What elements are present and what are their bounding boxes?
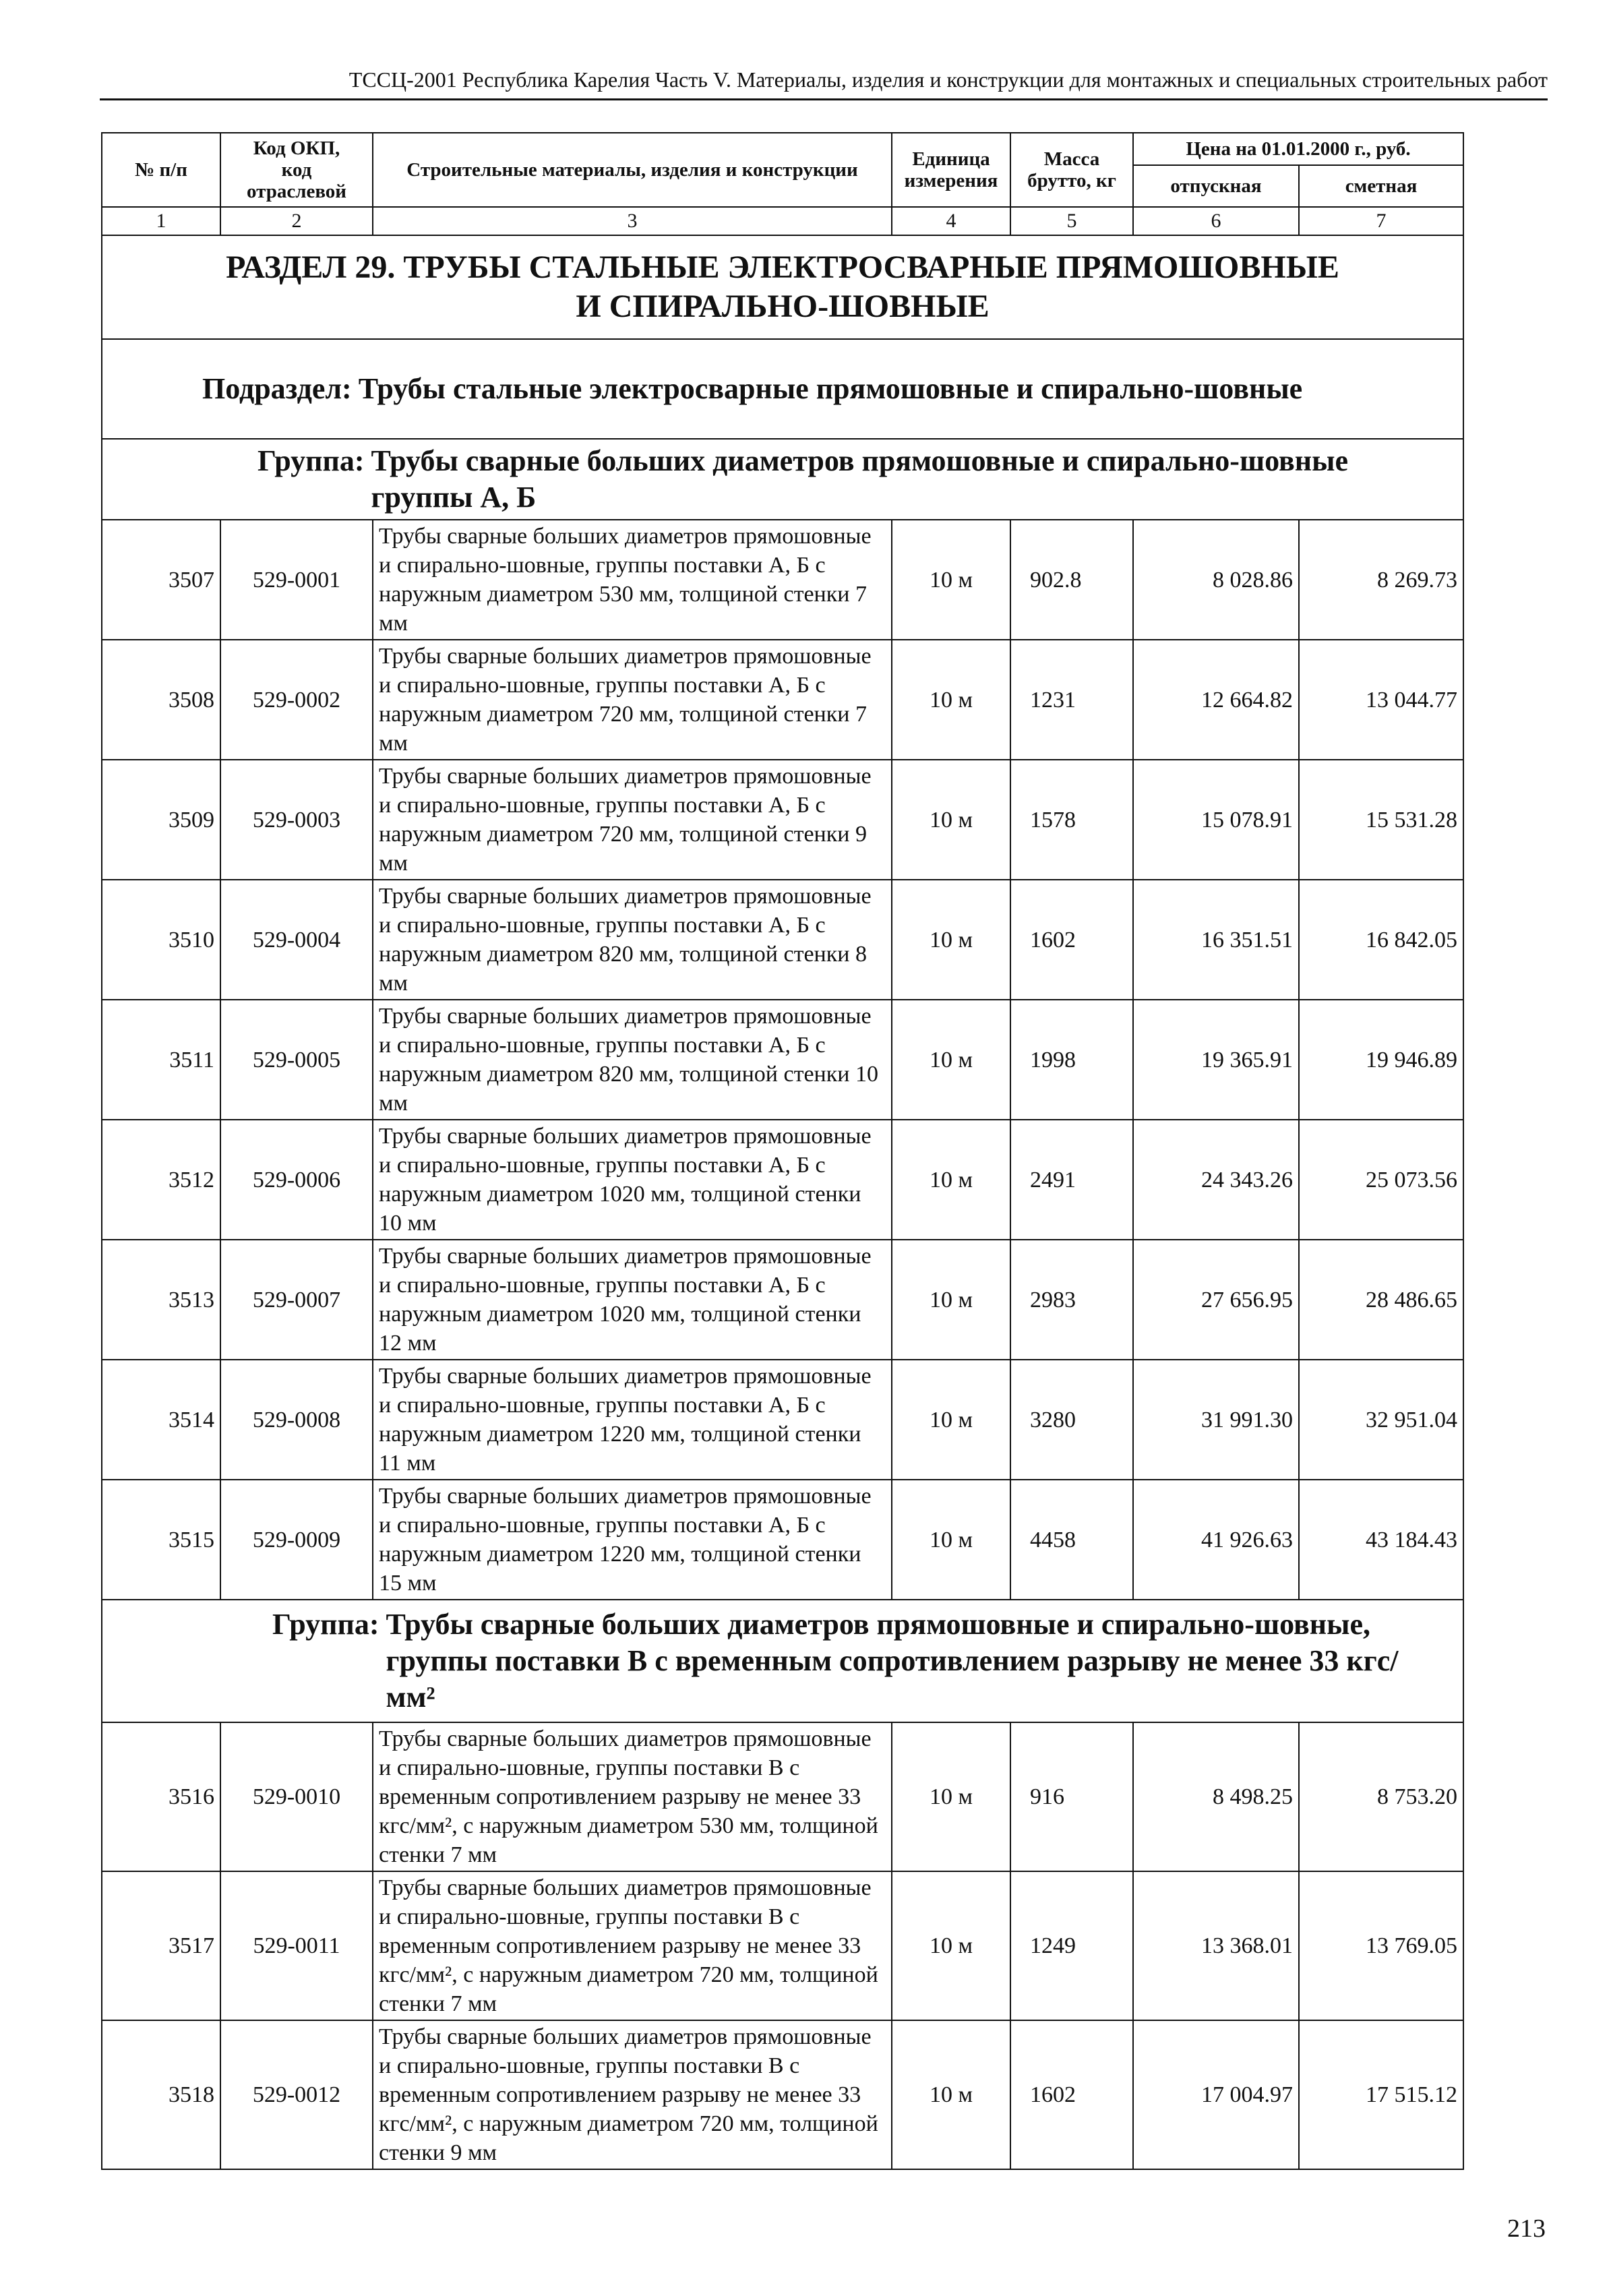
unit-of-measure: 10 м — [892, 880, 1010, 1000]
subsection-label: Подраздел: — [202, 372, 352, 405]
section-title-line1: РАЗДЕЛ 29. ТРУБЫ СТАЛЬНЫЕ ЭЛЕКТРОСВАРНЫЕ ПРЯМОШОВНЫЕ — [226, 249, 1339, 285]
material-description: Трубы сварные больших диаметров прямошовные и спирально-шовные, группы поставки А, Б с наружным диаметром 720 мм, толщиной стенки 9 мм — [373, 760, 892, 880]
estimate-price: 19 946.89 — [1299, 1000, 1463, 1120]
estimate-price: 16 842.05 — [1299, 880, 1463, 1000]
gross-mass: 1231 — [1010, 640, 1133, 760]
row-number: 3509 — [102, 760, 220, 880]
estimate-price: 25 073.56 — [1299, 1120, 1463, 1240]
release-price: 31 991.30 — [1133, 1360, 1299, 1480]
release-price: 24 343.26 — [1133, 1120, 1299, 1240]
col-header-estimate: сметная — [1299, 165, 1463, 207]
unit-of-measure: 10 м — [892, 760, 1010, 880]
estimate-price: 8 753.20 — [1299, 1722, 1463, 1871]
material-description: Трубы сварные больших диаметров прямошовные и спирально-шовные, группы поставки А, Б с наружным диаметром 820 мм, толщиной стенки 8 мм — [373, 880, 892, 1000]
gross-mass: 1602 — [1010, 2020, 1133, 2169]
col-header-okp-line3: отраслевой — [246, 181, 347, 202]
column-numbers-row — [102, 207, 1463, 235]
unit-of-measure: 10 м — [892, 2020, 1010, 2169]
table-row — [102, 1871, 1463, 2020]
estimate-price: 13 044.77 — [1299, 640, 1463, 760]
section-title — [102, 235, 1463, 339]
estimate-price: 43 184.43 — [1299, 1480, 1463, 1600]
col-header-unit: Единица измерения — [892, 133, 1010, 207]
table-row — [102, 520, 1463, 640]
gross-mass: 902.8 — [1010, 520, 1133, 640]
okp-code: 529-0012 — [220, 2020, 373, 2169]
subsection-row — [102, 339, 1463, 439]
material-description: Трубы сварные больших диаметров прямошовные и спирально-шовные, группы поставки А, Б с наружным диаметром 1220 мм, толщиной стенки 11 мм — [373, 1360, 892, 1480]
unit-of-measure: 10 м — [892, 1480, 1010, 1600]
unit-of-measure: 10 м — [892, 640, 1010, 760]
okp-code: 529-0007 — [220, 1240, 373, 1360]
gross-mass: 4458 — [1010, 1480, 1133, 1600]
group-heading — [102, 439, 1463, 520]
running-head: ТССЦ-2001 Республика Карелия Часть V. Материалы, изделия и конструкции для монтажных и специальных строительных работ — [348, 67, 1548, 92]
material-description: Трубы сварные больших диаметров прямошовные и спирально-шовные, группы поставки А, Б с наружным диаметром 1220 мм, толщиной стенки 15 мм — [373, 1480, 892, 1600]
material-description: Трубы сварные больших диаметров прямошовные и спирально-шовные, группы поставки В с временным сопротивлением разрыву не менее 33 кгс/мм², с наружным диаметром 720 мм, толщиной стенки 9 мм — [373, 2020, 892, 2169]
estimate-price: 13 769.05 — [1299, 1871, 1463, 2020]
material-description: Трубы сварные больших диаметров прямошовные и спирально-шовные, группы поставки А, Б с наружным диаметром 1020 мм, толщиной стенки 12 мм — [373, 1240, 892, 1360]
row-number: 3507 — [102, 520, 220, 640]
row-number: 3515 — [102, 1480, 220, 1600]
row-number: 3516 — [102, 1722, 220, 1871]
table-row — [102, 1480, 1463, 1600]
okp-code: 529-0004 — [220, 880, 373, 1000]
column-number: 2 — [220, 207, 373, 235]
gross-mass: 1249 — [1010, 1871, 1133, 2020]
material-description: Трубы сварные больших диаметров прямошовные и спирально-шовные, группы поставки В с временным сопротивлением разрыву не менее 33 кгс/мм², с наружным диаметром 720 мм, толщиной стенки 7 мм — [373, 1871, 892, 2020]
col-header-num: № п/п — [102, 133, 220, 207]
row-number: 3508 — [102, 640, 220, 760]
estimate-price: 17 515.12 — [1299, 2020, 1463, 2169]
unit-of-measure: 10 м — [892, 1722, 1010, 1871]
column-number: 1 — [102, 207, 220, 235]
group-text: Трубы сварные больших диаметров прямошовные и спирально-шовные группы А, Б — [371, 444, 1348, 514]
section-title-line2: И СПИРАЛЬНО-ШОВНЫЕ — [576, 289, 990, 324]
estimate-price: 8 269.73 — [1299, 520, 1463, 640]
okp-code: 529-0003 — [220, 760, 373, 880]
page-number: 213 — [1507, 2214, 1546, 2243]
okp-code: 529-0009 — [220, 1480, 373, 1600]
group-heading-row — [102, 1600, 1463, 1722]
subsection-heading — [102, 339, 1463, 439]
okp-code: 529-0008 — [220, 1360, 373, 1480]
row-number: 3511 — [102, 1000, 220, 1120]
column-number: 4 — [892, 207, 1010, 235]
table-row — [102, 640, 1463, 760]
unit-of-measure: 10 м — [892, 1360, 1010, 1480]
material-description: Трубы сварные больших диаметров прямошовные и спирально-шовные, группы поставки А, Б с наружным диаметром 1020 мм, толщиной стенки 10 мм — [373, 1120, 892, 1240]
col-header-release: отпускная — [1133, 165, 1299, 207]
subsection-text: Трубы стальные электросварные прямошовные и спирально-шовные — [358, 372, 1303, 405]
estimate-price: 32 951.04 — [1299, 1360, 1463, 1480]
table-row — [102, 1240, 1463, 1360]
okp-code: 529-0001 — [220, 520, 373, 640]
unit-of-measure: 10 м — [892, 1871, 1010, 2020]
estimate-price: 15 531.28 — [1299, 760, 1463, 880]
column-number: 5 — [1010, 207, 1133, 235]
release-price: 41 926.63 — [1133, 1480, 1299, 1600]
row-number: 3518 — [102, 2020, 220, 2169]
group-heading-row — [102, 439, 1463, 520]
col-header-okp-line2: код — [281, 159, 312, 181]
section-title-row — [102, 235, 1463, 339]
table-row — [102, 1360, 1463, 1480]
unit-of-measure: 10 м — [892, 1000, 1010, 1120]
row-number: 3512 — [102, 1120, 220, 1240]
release-price: 8 028.86 — [1133, 520, 1299, 640]
table-row — [102, 2020, 1463, 2169]
col-header-okp-line1: Код ОКП, — [253, 138, 340, 159]
group-text: Трубы сварные больших диаметров прямошовные и спирально-шовные, группы поставки В с временным сопротивлением разрыву не менее 33 кгс/мм² — [386, 1608, 1399, 1714]
release-price: 15 078.91 — [1133, 760, 1299, 880]
material-description: Трубы сварные больших диаметров прямошовные и спирально-шовные, группы поставки А, Б с наружным диаметром 820 мм, толщиной стенки 10 мм — [373, 1000, 892, 1120]
gross-mass: 3280 — [1010, 1360, 1133, 1480]
group-label: Группа: — [257, 444, 365, 477]
row-number: 3517 — [102, 1871, 220, 2020]
material-description: Трубы сварные больших диаметров прямошовные и спирально-шовные, группы поставки В с временным сопротивлением разрыву не менее 33 кгс/мм², с наружным диаметром 530 мм, толщиной стенки 7 мм — [373, 1722, 892, 1871]
release-price: 12 664.82 — [1133, 640, 1299, 760]
column-number: 6 — [1133, 207, 1299, 235]
okp-code: 529-0005 — [220, 1000, 373, 1120]
release-price: 13 368.01 — [1133, 1871, 1299, 2020]
gross-mass: 2491 — [1010, 1120, 1133, 1240]
header-rule — [100, 98, 1548, 100]
table-row — [102, 880, 1463, 1000]
gross-mass: 1578 — [1010, 760, 1133, 880]
release-price: 27 656.95 — [1133, 1240, 1299, 1360]
col-header-okp — [220, 133, 373, 207]
unit-of-measure: 10 м — [892, 1240, 1010, 1360]
col-header-material: Строительные материалы, изделия и конструкции — [373, 133, 892, 207]
row-number: 3513 — [102, 1240, 220, 1360]
group-label: Группа: — [272, 1608, 379, 1641]
row-number: 3510 — [102, 880, 220, 1000]
gross-mass: 916 — [1010, 1722, 1133, 1871]
unit-of-measure: 10 м — [892, 520, 1010, 640]
table-row — [102, 1722, 1463, 1871]
price-table — [101, 132, 1464, 2170]
release-price: 17 004.97 — [1133, 2020, 1299, 2169]
release-price: 19 365.91 — [1133, 1000, 1299, 1120]
table-row — [102, 1000, 1463, 1120]
gross-mass: 1998 — [1010, 1000, 1133, 1120]
okp-code: 529-0011 — [220, 1871, 373, 2020]
column-number: 7 — [1299, 207, 1463, 235]
group-heading — [102, 1600, 1463, 1722]
material-description: Трубы сварные больших диаметров прямошовные и спирально-шовные, группы поставки А, Б с наружным диаметром 720 мм, толщиной стенки 7 мм — [373, 640, 892, 760]
gross-mass: 1602 — [1010, 880, 1133, 1000]
col-header-price-group: Цена на 01.01.2000 г., руб. — [1133, 133, 1463, 165]
release-price: 16 351.51 — [1133, 880, 1299, 1000]
col-header-mass: Масса брутто, кг — [1010, 133, 1133, 207]
table-row — [102, 1120, 1463, 1240]
release-price: 8 498.25 — [1133, 1722, 1299, 1871]
okp-code: 529-0010 — [220, 1722, 373, 1871]
estimate-price: 28 486.65 — [1299, 1240, 1463, 1360]
row-number: 3514 — [102, 1360, 220, 1480]
unit-of-measure: 10 м — [892, 1120, 1010, 1240]
gross-mass: 2983 — [1010, 1240, 1133, 1360]
okp-code: 529-0002 — [220, 640, 373, 760]
material-description: Трубы сварные больших диаметров прямошовные и спирально-шовные, группы поставки А, Б с наружным диаметром 530 мм, толщиной стенки 7 мм — [373, 520, 892, 640]
column-number: 3 — [373, 207, 892, 235]
table-row — [102, 760, 1463, 880]
okp-code: 529-0006 — [220, 1120, 373, 1240]
